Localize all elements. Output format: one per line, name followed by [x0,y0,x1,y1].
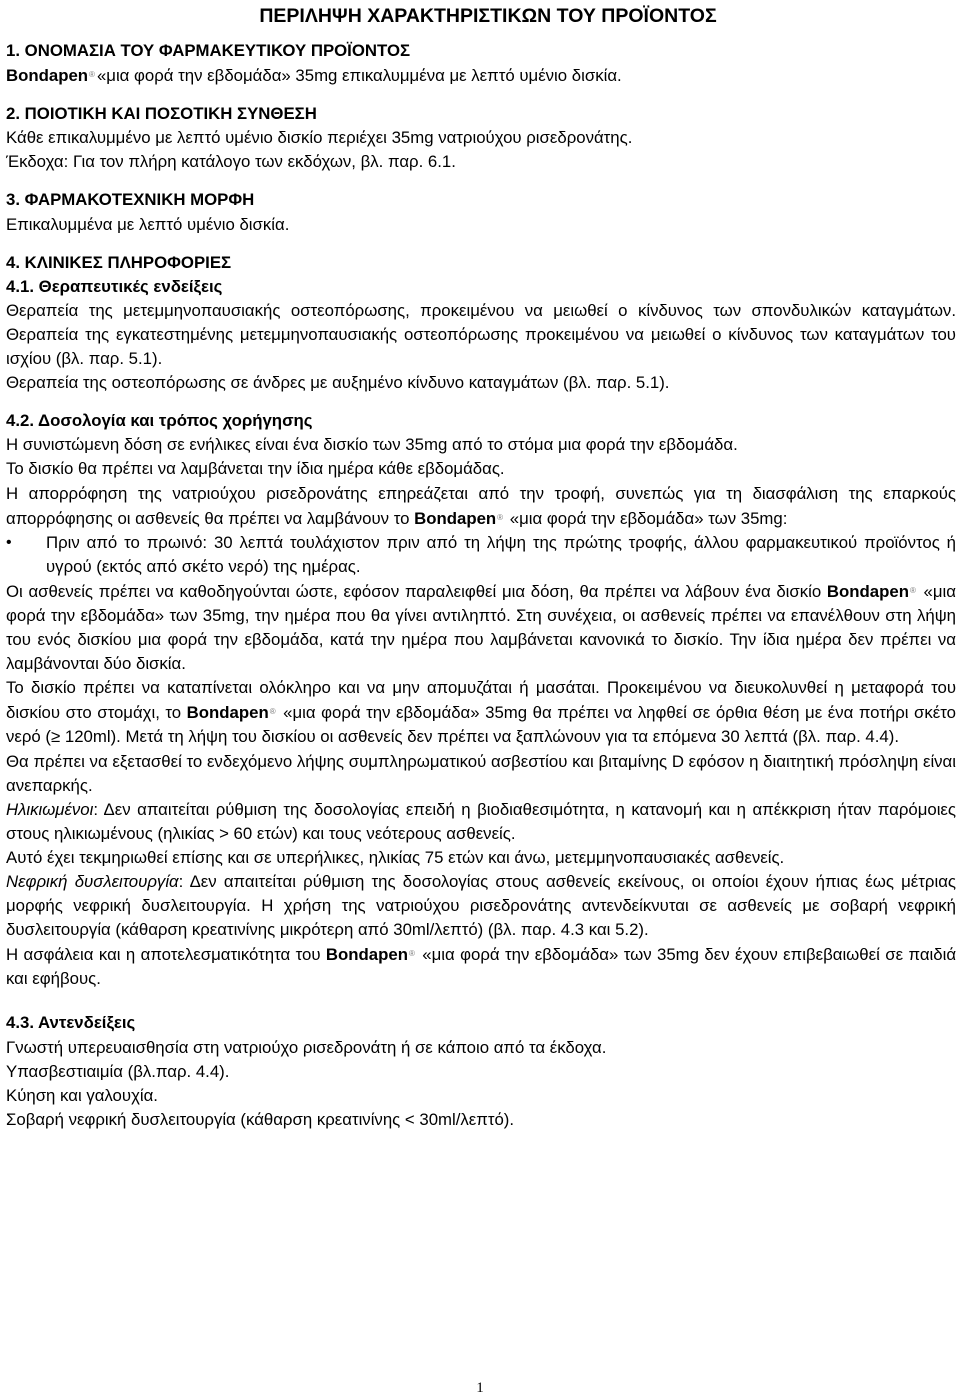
section-4-2-paragraph-7 [6,798,956,846]
section-4-1-paragraph-1: Θεραπεία της μετεμμηνοπαυσιακής οστεοπόρωσης, προκειμένου να μειωθεί ο κίνδυνος των σπονδυλικών καταγμάτων. Θεραπεία της εγκατεστημένης μετεμμηνοπαυσιακής οστεοπόρωσης προκειμένου να μειωθεί ο κίνδυνος των καταγμάτων του ισχίου (βλ. παρ. 5.1). [6,300,956,369]
section-1-heading: 1. ΟΝΟΜΑΣΙΑ ΤΟΥ ΦΑΡΜΑΚΕΥΤΙΚΟΥ ΠΡΟΪΟΝΤΟΣ [6,41,411,60]
section-4-2-paragraph-4 [6,579,956,676]
section-4-2-paragraph-2: Το δισκίο θα πρέπει να λαμβάνεται την ίδια ημέρα κάθε εβδομάδας. [6,459,505,479]
section-4-3-line-3: Κύηση και γαλουχία. [6,1085,158,1105]
document-page [6,0,956,1132]
renal-label: Νεφρική δυσλειτουργία [6,872,179,891]
registered-mark: ® [909,585,916,595]
renal-text: : Δεν απαιτείται ρύθμιση της δοσολογίας στους ασθενείς εκείνους, οι οποίοι έχουν ήπιας έως μέτριας μορφής νεφρική δυσλειτουργία. Η χρήση της νατριούχου ρισεδρονάτης αντενδείκνυται σε ασθενείς με σοβαρή νεφρική δυσλειτουργία (κάθαρση κρεατινίνης μικρότερη από 30ml/λεπτό) (βλ. παρ. 4.3 και 5.2). [6,872,956,940]
registered-mark: ® [497,512,504,522]
bullet-icon: • [6,533,12,551]
list-item [6,531,956,579]
paragraph-10-text-a: Η ασφάλεια και η αποτελεσματικότητα του [6,945,321,965]
section-3-heading: 3. ΦΑΡΜΑΚΟΤΕΧΝΙΚΗ ΜΟΡΦΗ [6,190,255,210]
section-4-2-paragraph-10 [6,942,956,991]
section-4-2-heading [6,409,956,433]
section-4-3-heading: 4.3. Αντενδείξεις [6,1013,136,1033]
section-1-line-rest: «μια φορά την εβδομάδα» 35mg επικαλυμμένα με λεπτό υμένιο δισκία. [96,66,622,86]
paragraph-4-text-b: «μια φορά την εβδομάδα» των 35mg, την ημέρα που θα γίνει αντιληπτό. Στη συνέχεια, οι ασθενείς πρέπει να επανέλθουν στη λήψη του ενός δισκίου μια φορά την εβδομάδα, κατά την ημέρα που λαμβάνεται κανονικά το δισκίο. Την ίδια ημέρα δεν πρέπει να λαμβάνονται δύο δισκία. [6,581,956,674]
section-4-2-paragraph-8: Αυτό έχει τεκμηριωθεί επίσης και σε υπερήλικες, ηλικίας 75 ετών και άνω, μετεμμηνοπαυσιακές ασθενείς. [6,847,785,867]
page-number: 1 [476,1380,484,1396]
paragraph-3-text-a: Η απορρόφηση της νατριούχου ρισεδρονάτης επηρεάζεται από την τροφή, συνεπώς για τη διασφάλιση της επαρκούς απορρόφησης οι ασθενείς θα πρέπει να λαμβάνουν το [6,483,956,528]
section-2-heading: 2. ΠΟΙΟΤΙΚΗ ΚΑΙ ΠΟΣΟΤΙΚΗ ΣΥΝΘΕΣΗ [6,104,317,124]
registered-mark: ® [408,949,415,959]
section-4-2-paragraph-6: Θα πρέπει να εξετασθεί το ενδεχόμενο λήψης συμπληρωματικού ασβεστίου και βιταμίνης D εφόσον η διαιτητική πρόσληψη είναι ανεπαρκής. [6,751,956,795]
section-4-3-line-1: Γνωστή υπερευαισθησία στη νατριούχο ρισεδρονάτη ή σε κάποιο από τα έκδοχα. [6,1037,607,1057]
bullet-text: Πριν από το πρωινό: 30 λεπτά τουλάχιστον πριν από τη λήψη της πρώτης τροφής, άλλου φαρμακευτικού προϊόντος ή υγρού (εκτός από σκέτο νερό) της ημέρας. [46,532,956,576]
section-4-2-paragraph-9 [6,870,956,942]
elderly-text: : Δεν απαιτείται ρύθμιση της δοσολογίας επειδή η βιοδιαθεσιμότητα, η κατανομή και η απέκκριση ήταν παρόμοιες στους ηλικιωμένους (ηλικίας > 60 ετών) και τους νεότερους ασθενείς. [6,799,956,843]
paragraph-5-text-a: Το δισκίο πρέπει να καταπίνεται ολόκληρο και να μην απομυζάται ή μασάται. Προκειμένου να διευκολυνθεί η μεταφορά του δισκίου στο στομάχι, το [6,678,956,723]
registered-mark: ® [269,707,276,717]
section-4-2-paragraph-3 [6,482,956,531]
section-2-line-1: Κάθε επικαλυμμένο με λεπτό υμένιο δισκίο περιέχει 35mg νατριούχου ρισεδρονάτης. [6,128,633,148]
paragraph-4-text-a: Οι ασθενείς πρέπει να καθοδηγούνται ώστε, εφόσον παραλειφθεί μια δόση, θα πρέπει να λάβουν ένα δισκίο [6,581,822,601]
product-name: Bondapen [325,945,408,965]
product-name: Bondapen [414,508,497,528]
section-4-3-line-4: Σοβαρή νεφρική δυσλειτουργία (κάθαρση κρεατινίνης < 30ml/λεπτό). [6,1109,515,1129]
registered-mark: ® [89,70,95,80]
paragraph-5-text-b: «μια φορά την εβδομάδα» 35mg θα πρέπει να ληφθεί σε όρθια θέση με ένα ποτήρι σκέτο νερό (≥ 120ml). Μετά τη λήψη του δισκίου οι ασθενείς δεν πρέπει να ξαπλώνουν για τα επόμενα 30 λεπτά (βλ. παρ. 4.4). [6,703,956,747]
section-3 [6,188,956,236]
section-4-2-title: Δοσολογία και τρόπος χορήγησης [38,411,313,431]
product-name: Bondapen [6,66,89,86]
paragraph-10-text-b: «μια φορά την εβδομάδα» των 35mg δεν έχουν επιβεβαιωθεί σε παιδιά και εφήβους. [6,945,957,989]
section-3-line-1: Επικαλυμμένα με λεπτό υμένιο δισκία. [6,214,290,234]
section-2-line-2: Έκδοχα: Για τον πλήρη κατάλογο των εκδόχων, βλ. παρ. 6.1. [6,152,456,172]
dosing-bullet-list [6,531,956,579]
section-4-1-paragraph-2: Θεραπεία της οστεοπόρωσης σε άνδρες με αυξημένο κίνδυνο καταγμάτων (βλ. παρ. 5.1). [6,373,670,393]
paragraph-3-text-b: «μια φορά την εβδομάδα» των 35mg: [509,508,788,528]
document-title: ΠΕΡΙΛΗΨΗ ΧΑΡΑΚΤΗΡΙΣΤΙΚΩΝ ΤΟΥ ΠΡΟΪΟΝΤΟΣ [259,5,717,27]
section-4-1-heading: 4.1. Θεραπευτικές ενδείξεις [6,276,223,296]
section-4 [6,251,956,1132]
product-name: Bondapen [826,581,909,601]
section-4-2-number: 4.2. [6,411,39,431]
section-4-2-paragraph-5 [6,676,956,749]
section-2 [6,102,956,174]
section-4-heading: 4. ΚΛΙΝΙΚΕΣ ΠΛΗΡΟΦΟΡΙΕΣ [6,252,232,272]
section-1 [6,39,956,88]
product-name: Bondapen [186,703,269,723]
elderly-label: Ηλικιωμένοι [6,799,94,819]
section-4-3-line-2: Υπασβεστιαιμία (βλ.παρ. 4.4). [6,1061,230,1081]
section-4-2-paragraph-1: Η συνιστώμενη δόση σε ενήλικες είναι ένα δισκίο των 35mg από το στόμα μια φορά την εβδομάδα. [6,435,738,455]
section-1-line [6,63,956,88]
